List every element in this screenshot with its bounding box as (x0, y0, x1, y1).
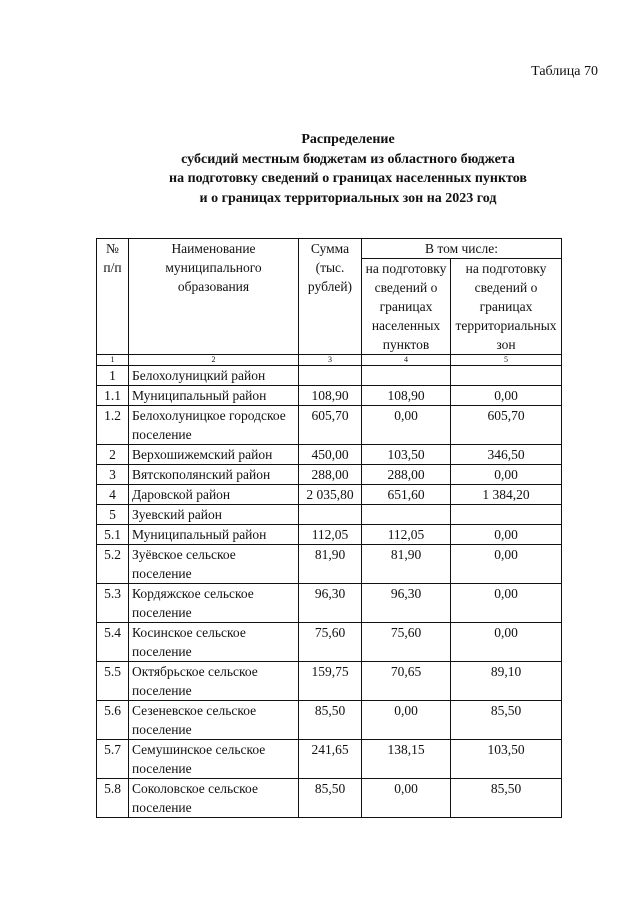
row-settlements: 81,90 (362, 545, 451, 584)
row-name: Соколовское сельское поселение (129, 779, 299, 818)
row-number: 5.1 (97, 525, 129, 545)
table-row (97, 701, 562, 740)
row-settlements: 112,05 (362, 525, 451, 545)
row-number: 5.8 (97, 779, 129, 818)
row-name: Зуевский район (129, 505, 299, 525)
subsidy-table (96, 238, 562, 818)
row-number: 1.1 (97, 386, 129, 406)
row-settlements (362, 366, 451, 386)
title-line: Распределение (301, 132, 395, 147)
row-sum: 81,90 (299, 545, 362, 584)
column-index: 5 (451, 355, 562, 366)
row-name: Косинское сельское поселение (129, 623, 299, 662)
row-sum (299, 366, 362, 386)
row-name: Белохолуницкое городское поселение (129, 406, 299, 445)
row-zones: 0,00 (451, 465, 562, 485)
row-name: Зуёвское сельское поселение (129, 545, 299, 584)
row-sum (299, 505, 362, 525)
row-zones: 0,00 (451, 584, 562, 623)
title-line: на подготовку сведений о границах населенных пунктов (169, 171, 527, 186)
table-row (97, 623, 562, 662)
row-sum: 85,50 (299, 779, 362, 818)
row-number: 5 (97, 505, 129, 525)
header-including: В том числе: (362, 239, 562, 259)
table-row (97, 366, 562, 386)
header-sum: Сумма (тыс. рублей) (299, 239, 362, 355)
title-line: субсидий местным бюджетам из областного бюджета (181, 151, 515, 167)
row-zones: 0,00 (451, 545, 562, 584)
table-row (97, 465, 562, 485)
row-sum: 108,90 (299, 386, 362, 406)
row-settlements: 0,00 (362, 701, 451, 740)
row-name: Белохолуницкий район (129, 366, 299, 386)
row-sum: 241,65 (299, 740, 362, 779)
row-sum: 2 035,80 (299, 485, 362, 505)
header-num: № п/п (97, 239, 129, 355)
row-number: 3 (97, 465, 129, 485)
row-zones: 0,00 (451, 386, 562, 406)
table-row (97, 545, 562, 584)
row-settlements: 96,30 (362, 584, 451, 623)
row-zones (451, 366, 562, 386)
row-number: 5.6 (97, 701, 129, 740)
row-number: 5.4 (97, 623, 129, 662)
row-sum: 85,50 (299, 701, 362, 740)
row-sum: 159,75 (299, 662, 362, 701)
table-row (97, 406, 562, 445)
row-number: 2 (97, 445, 129, 465)
row-sum: 288,00 (299, 465, 362, 485)
row-zones: 103,50 (451, 740, 562, 779)
row-name: Муниципальный район (129, 386, 299, 406)
row-number: 5.7 (97, 740, 129, 779)
table-body (97, 366, 562, 818)
row-settlements: 651,60 (362, 485, 451, 505)
row-sum: 605,70 (299, 406, 362, 445)
row-number: 5.5 (97, 662, 129, 701)
table-row (97, 525, 562, 545)
row-number: 5.3 (97, 584, 129, 623)
row-zones: 0,00 (451, 525, 562, 545)
row-settlements: 103,50 (362, 445, 451, 465)
row-number: 1 (97, 366, 129, 386)
title-line: и о границах территориальных зон на 2023 год (199, 190, 497, 206)
row-name: Семушинское сельское поселение (129, 740, 299, 779)
table-row (97, 662, 562, 701)
row-number: 5.2 (97, 545, 129, 584)
row-settlements: 70,65 (362, 662, 451, 701)
header-name: Наименование муниципального образования (129, 239, 299, 355)
row-number: 1.2 (97, 406, 129, 445)
row-settlements (362, 505, 451, 525)
row-settlements: 0,00 (362, 406, 451, 445)
row-zones: 605,70 (451, 406, 562, 445)
row-sum: 75,60 (299, 623, 362, 662)
row-sum: 112,05 (299, 525, 362, 545)
row-zones: 0,00 (451, 623, 562, 662)
row-sum: 450,00 (299, 445, 362, 465)
row-settlements: 75,60 (362, 623, 451, 662)
document-title (0, 130, 640, 208)
row-name: Октябрьское сельское поселение (129, 662, 299, 701)
row-name: Верхошижемский район (129, 445, 299, 465)
row-sum: 96,30 (299, 584, 362, 623)
row-number: 4 (97, 485, 129, 505)
row-name: Кордяжское сельское поселение (129, 584, 299, 623)
table-row (97, 740, 562, 779)
row-zones: 85,50 (451, 779, 562, 818)
column-index: 4 (362, 355, 451, 366)
row-zones: 1 384,20 (451, 485, 562, 505)
table-number: Таблица 70 (531, 64, 598, 79)
row-settlements: 0,00 (362, 779, 451, 818)
row-zones: 85,50 (451, 701, 562, 740)
table-row (97, 584, 562, 623)
header-zones: на подготовку сведений о границах территориальных зон (451, 259, 562, 355)
row-settlements: 138,15 (362, 740, 451, 779)
row-name: Даровской район (129, 485, 299, 505)
header-settlements: на подготовку сведений о границах населенных пунктов (362, 259, 451, 355)
row-name: Муниципальный район (129, 525, 299, 545)
column-index: 3 (299, 355, 362, 366)
row-zones: 89,10 (451, 662, 562, 701)
table-row (97, 779, 562, 818)
row-zones (451, 505, 562, 525)
row-name: Сезеневское сельское поселение (129, 701, 299, 740)
column-index: 2 (129, 355, 299, 366)
row-name: Вятскополянский район (129, 465, 299, 485)
row-zones: 346,50 (451, 445, 562, 465)
row-settlements: 288,00 (362, 465, 451, 485)
table-row (97, 386, 562, 406)
table-row (97, 505, 562, 525)
column-index: 1 (97, 355, 129, 366)
row-settlements: 108,90 (362, 386, 451, 406)
table-row (97, 485, 562, 505)
table-row (97, 445, 562, 465)
